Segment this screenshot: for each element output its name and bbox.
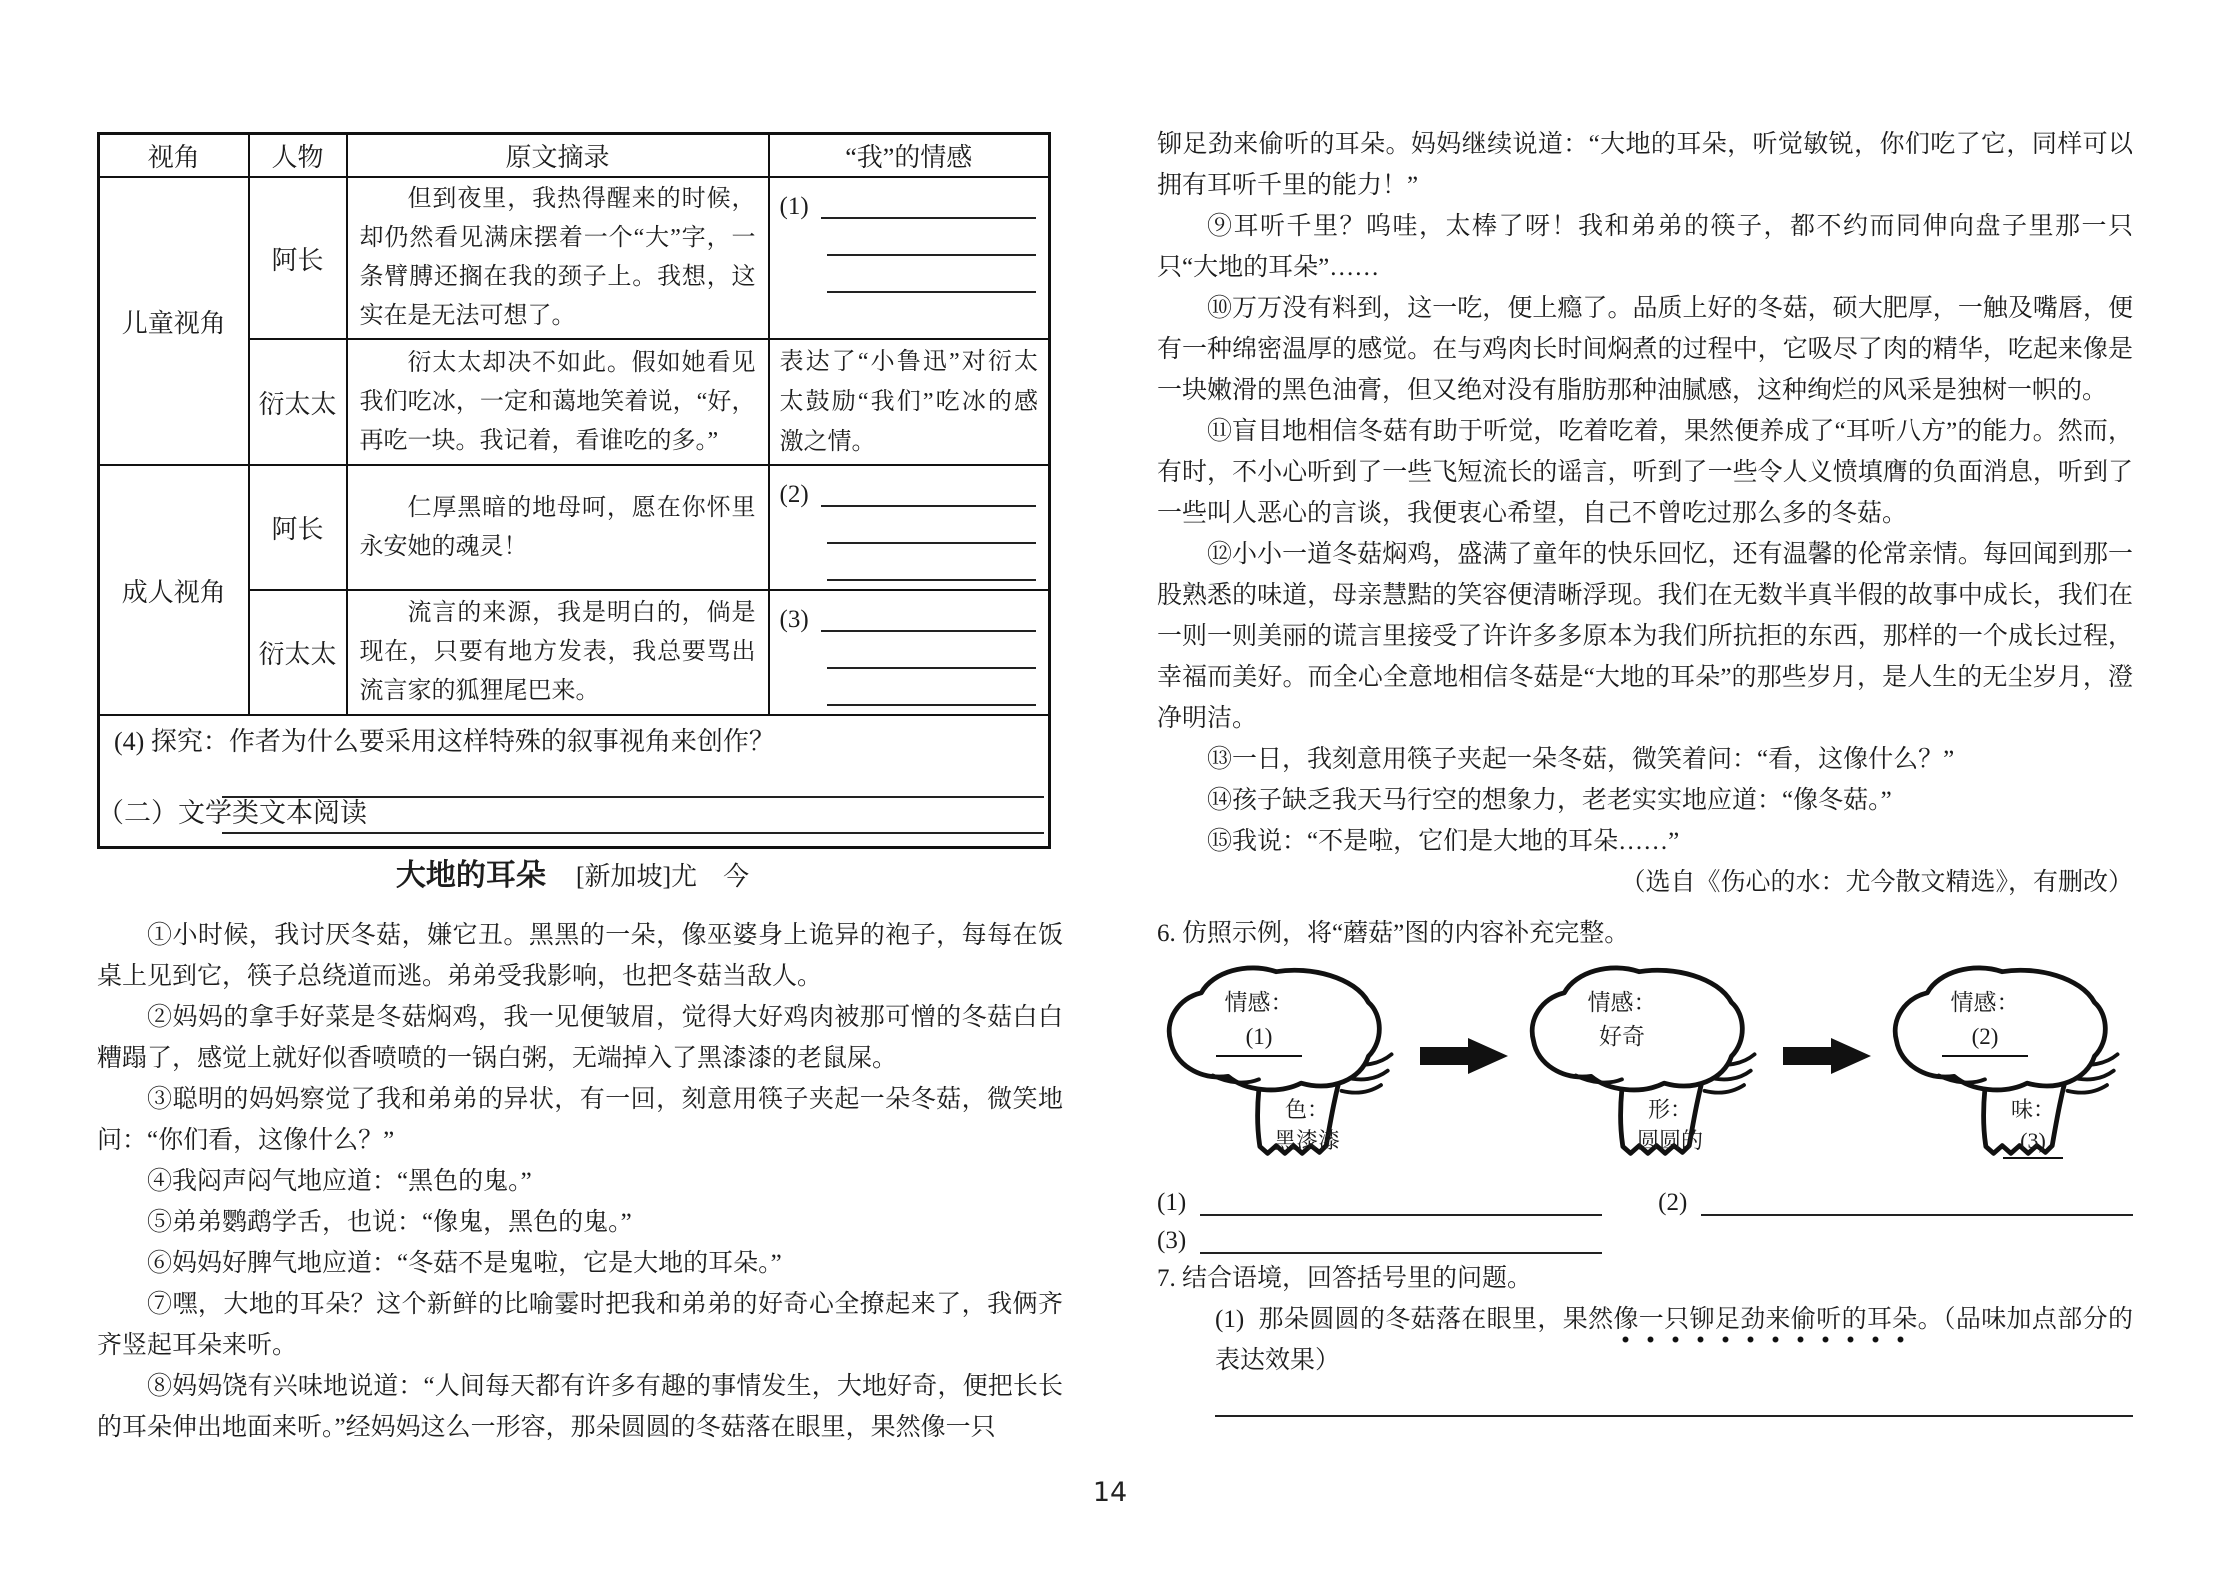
mushroom-cap-text xyxy=(1193,986,1325,1057)
stem-label: 色： xyxy=(1284,1097,1329,1122)
emotion-label: (2) xyxy=(779,481,809,508)
paragraph: ⑩万万没有料到，这一吃，便上瘾了。品质上好的冬菇，硕大肥厚，一触及嘴唇，便有一种绵密温厚的感觉。在与鸡肉长时间焖煮的过程中，它吸尽了肉的精华，吃起来像是一块嫩滑的黑色油膏，但又绝对没有脂肪那种油腻感，这种绚烂的风采是独树一帜的。 xyxy=(1157,295,2133,404)
mushroom-3 xyxy=(1883,964,2133,1161)
emotion-label: (1) xyxy=(779,193,809,220)
question-7-heading: 7. 结合语境，回答括号里的问题。 xyxy=(1157,1265,1533,1292)
emotion-cell xyxy=(769,177,1050,339)
paragraph: ⑬一日，我刻意用筷子夹起一朵冬菇，微笑着问：“看，这像什么？” xyxy=(1207,746,1955,773)
paragraph: ②妈妈的拿手好菜是冬菇焖鸡，我一见便皱眉，觉得大好鸡肉被那可憎的冬菇白白糟蹋了，感觉上就好似香喷喷的一锅白粥，无端掉入了黑漆漆的老鼠屎。 xyxy=(97,1004,1063,1072)
answer-blank-line xyxy=(827,667,1037,706)
character-cell: 衍太太 xyxy=(249,590,347,715)
perspective-adult: 成人视角 xyxy=(99,465,249,715)
answer-label: (3) xyxy=(1157,1226,1187,1254)
stem-value-blank: (3) xyxy=(2003,1125,2063,1159)
table-header-character: 人物 xyxy=(249,134,347,178)
paragraph: ⑨耳听千里？呜哇，太棒了呀！我和弟弟的筷子，都不约而同伸向盘子里那一只只“大地的耳朵”…… xyxy=(1157,213,2133,281)
question-7-item xyxy=(1157,1299,2133,1381)
answer-blank-line xyxy=(1215,1415,2133,1417)
section-heading: （二）文学类文本阅读 xyxy=(97,798,367,828)
excerpt-text: 衍太太却决不如此。假如她看见我们吃冰，一定和蔼地笑着说，“好，再吃一块。我记着，看谁吃的多。” xyxy=(359,349,756,454)
cap-value-blank: (1) xyxy=(1216,1020,1302,1057)
emotion-cell xyxy=(769,465,1050,590)
mushroom-1 xyxy=(1157,964,1407,1161)
paragraph: ⑦嘿，大地的耳朵？这个新鲜的比喻霎时把我和弟弟的好奇心全撩起来了，我俩齐齐竖起耳朵来听。 xyxy=(97,1291,1063,1359)
paragraph: ⑪盲目地相信冬菇有助于听觉，吃着吃着，果然便养成了“耳听八方”的能力。然而，有时，不小心听到了一些飞短流长的谣言，听到了一些令人义愤填膺的负面消息，听到了一些叫人恶心的言谈，我便衷心希望，自己不曾吃过那么多的冬菇。 xyxy=(1157,418,2133,527)
answer-blank-line xyxy=(827,505,1037,544)
answer-blank-line xyxy=(1200,1184,1602,1216)
answer-row-1 xyxy=(1157,1178,2133,1216)
table-header-perspective: 视角 xyxy=(99,134,249,178)
article-author: [新加坡]尤 今 xyxy=(575,862,750,891)
excerpt-cell xyxy=(347,465,769,590)
paragraph: ⑧妈妈饶有兴味地说道：“人间每天都有许多有趣的事情发生，大地好奇，便把长长的耳朵伸出地面来听。”经妈妈这么一形容，那朵圆圆的冬菇落在眼里，果然像一只 xyxy=(97,1373,1063,1441)
cap-label: 情感： xyxy=(1950,990,2020,1015)
character-cell: 阿长 xyxy=(249,465,347,590)
table-header-emotion: “我”的情感 xyxy=(769,134,1050,178)
table-header-excerpt: 原文摘录 xyxy=(347,134,769,178)
sentence-emphasized: 像一只铆足劲来偷听的耳朵 xyxy=(1613,1306,1917,1345)
right-arrow-icon xyxy=(1420,1038,1508,1074)
mushroom-diagram xyxy=(1157,964,2133,1164)
answer-blank-line xyxy=(1200,1222,1602,1254)
cap-label: 情感： xyxy=(1224,990,1294,1015)
perspective-child: 儿童视角 xyxy=(99,177,249,465)
answer-blank-line xyxy=(827,217,1037,256)
stem-label: 形： xyxy=(1647,1097,1692,1122)
answer-label: (1) xyxy=(1157,1188,1187,1216)
sentence-prefix: 那朵圆圆的冬菇落在眼里，果然 xyxy=(1258,1306,1614,1333)
paragraph: ③聪明的妈妈察觉了我和弟弟的异状，有一回，刻意用筷子夹起一朵冬菇，微笑地问：“你们看，这像什么？” xyxy=(97,1086,1063,1154)
article-title-line xyxy=(97,850,1048,894)
answer-blank-line xyxy=(222,832,1044,834)
emotion-label: (3) xyxy=(779,606,809,633)
excerpt-text: 但到夜里，我热得醒来的时候，却仍然看见满床摆着一个“大”字，一条臂膊还搁在我的颈子上。我想，这实在是无法可想了。 xyxy=(359,186,756,329)
answer-blank-line xyxy=(827,542,1037,581)
paragraph: ④我闷声闷气地应道：“黑色的鬼。” xyxy=(147,1168,532,1195)
article-left-column xyxy=(97,915,1063,1448)
answer-blank-line xyxy=(821,593,1036,632)
article-right-column xyxy=(1157,124,2133,1417)
paragraph: ①小时候，我讨厌冬菇，嫌它丑。黑黑的一朵，像巫婆身上诡异的袍子，每每在饭桌上见到它，筷子总绕道而逃。弟弟受我影响，也把冬菇当敌人。 xyxy=(97,922,1063,990)
answer-blank-line xyxy=(827,630,1037,669)
sentence-suffix: 。（品味加点部分的表达效果） xyxy=(1215,1306,2133,1374)
paragraph: ⑭孩子缺乏我天马行空的想象力，老老实实地应道：“像冬菇。” xyxy=(1207,787,1892,814)
page-number: 14 xyxy=(1092,1477,1128,1508)
right-arrow-icon xyxy=(1783,1038,1871,1074)
answer-label: (2) xyxy=(1658,1188,1688,1216)
perspective-table xyxy=(97,132,1051,849)
character-cell: 衍太太 xyxy=(249,339,347,465)
mushroom-stem-text xyxy=(1249,1094,1365,1156)
cap-value: 好奇 xyxy=(1599,1024,1645,1049)
mushroom-cap-text xyxy=(1919,986,2051,1057)
character-cell: 阿长 xyxy=(249,177,347,339)
stem-value: 黑漆漆 xyxy=(1273,1128,1340,1153)
stem-value: 圆圆的 xyxy=(1636,1128,1703,1153)
table-row xyxy=(99,177,1050,339)
excerpt-cell xyxy=(347,177,769,339)
paragraph: 铆足劲来偷听的耳朵。妈妈继续说道：“大地的耳朵，听觉敏锐，你们吃了它，同样可以拥有耳听千里的能力！” xyxy=(1157,131,2133,199)
paragraph: ⑥妈妈好脾气地应道：“冬菇不是鬼啦，它是大地的耳朵。” xyxy=(147,1250,782,1277)
mushroom-cap-text xyxy=(1556,986,1688,1054)
paragraph: ⑫小小一道冬菇焖鸡，盛满了童年的快乐回忆，还有温馨的伦常亲情。每回闻到那一股熟悉的味道，母亲慧黠的笑容便清晰浮现。我们在无数半真半假的故事中成长，我们在一则一则美丽的谎言里接受了许许多多原本为我们所抗拒的东西，那样的一个成长过程，幸福而美好。而全心全意地相信冬菇是“大地的耳朵”的那些岁月，是人生的无尘岁月，澄净明洁。 xyxy=(1157,541,2133,732)
paragraph: ⑮我说：“不是啦，它们是大地的耳朵……” xyxy=(1207,828,1680,855)
mushroom-stem-text xyxy=(1612,1094,1728,1156)
excerpt-text: 仁厚黑暗的地母呵，愿在你怀里永安她的魂灵！ xyxy=(359,494,756,560)
cap-value-blank: (2) xyxy=(1942,1020,2028,1057)
explore-question: (4) 探究：作者为什么要采用这样特殊的叙事视角来创作？ xyxy=(114,727,775,756)
excerpt-cell xyxy=(347,590,769,715)
answer-blank-line xyxy=(821,180,1036,219)
answer-blank-line xyxy=(821,468,1036,507)
emotion-cell xyxy=(769,590,1050,715)
emotion-example-text: 表达了“小鲁迅”对衍太太鼓励“我们”吃冰的感激之情。 xyxy=(779,349,1038,455)
answer-blank-line xyxy=(1701,1184,2133,1216)
sub-question-label: (1) xyxy=(1215,1306,1245,1333)
stem-label: 味： xyxy=(2010,1097,2055,1122)
table-header-row xyxy=(99,134,1050,178)
answer-blank-line xyxy=(827,254,1037,293)
excerpt-cell xyxy=(347,339,769,465)
mushroom-2 xyxy=(1520,964,1770,1161)
question-6-heading: 6. 仿照示例，将“蘑菇”图的内容补充完整。 xyxy=(1157,920,1630,947)
answer-row-2 xyxy=(1157,1216,2133,1254)
table-row xyxy=(99,465,1050,590)
mushroom-stem-text xyxy=(1975,1094,2091,1159)
excerpt-text: 流言的来源，我是明白的，倘是现在，只要有地方发表，我总要骂出流言家的狐狸尾巴来。 xyxy=(359,600,756,704)
article-source: （选自《伤心的水：尤今散文精选》，有删改） xyxy=(1620,869,2133,896)
emotion-cell xyxy=(769,339,1050,465)
cap-label: 情感： xyxy=(1587,990,1657,1015)
article-title: 大地的耳朵 xyxy=(395,859,546,892)
paragraph: ⑤弟弟鹦鹉学舌，也说：“像鬼，黑色的鬼。” xyxy=(147,1209,632,1236)
